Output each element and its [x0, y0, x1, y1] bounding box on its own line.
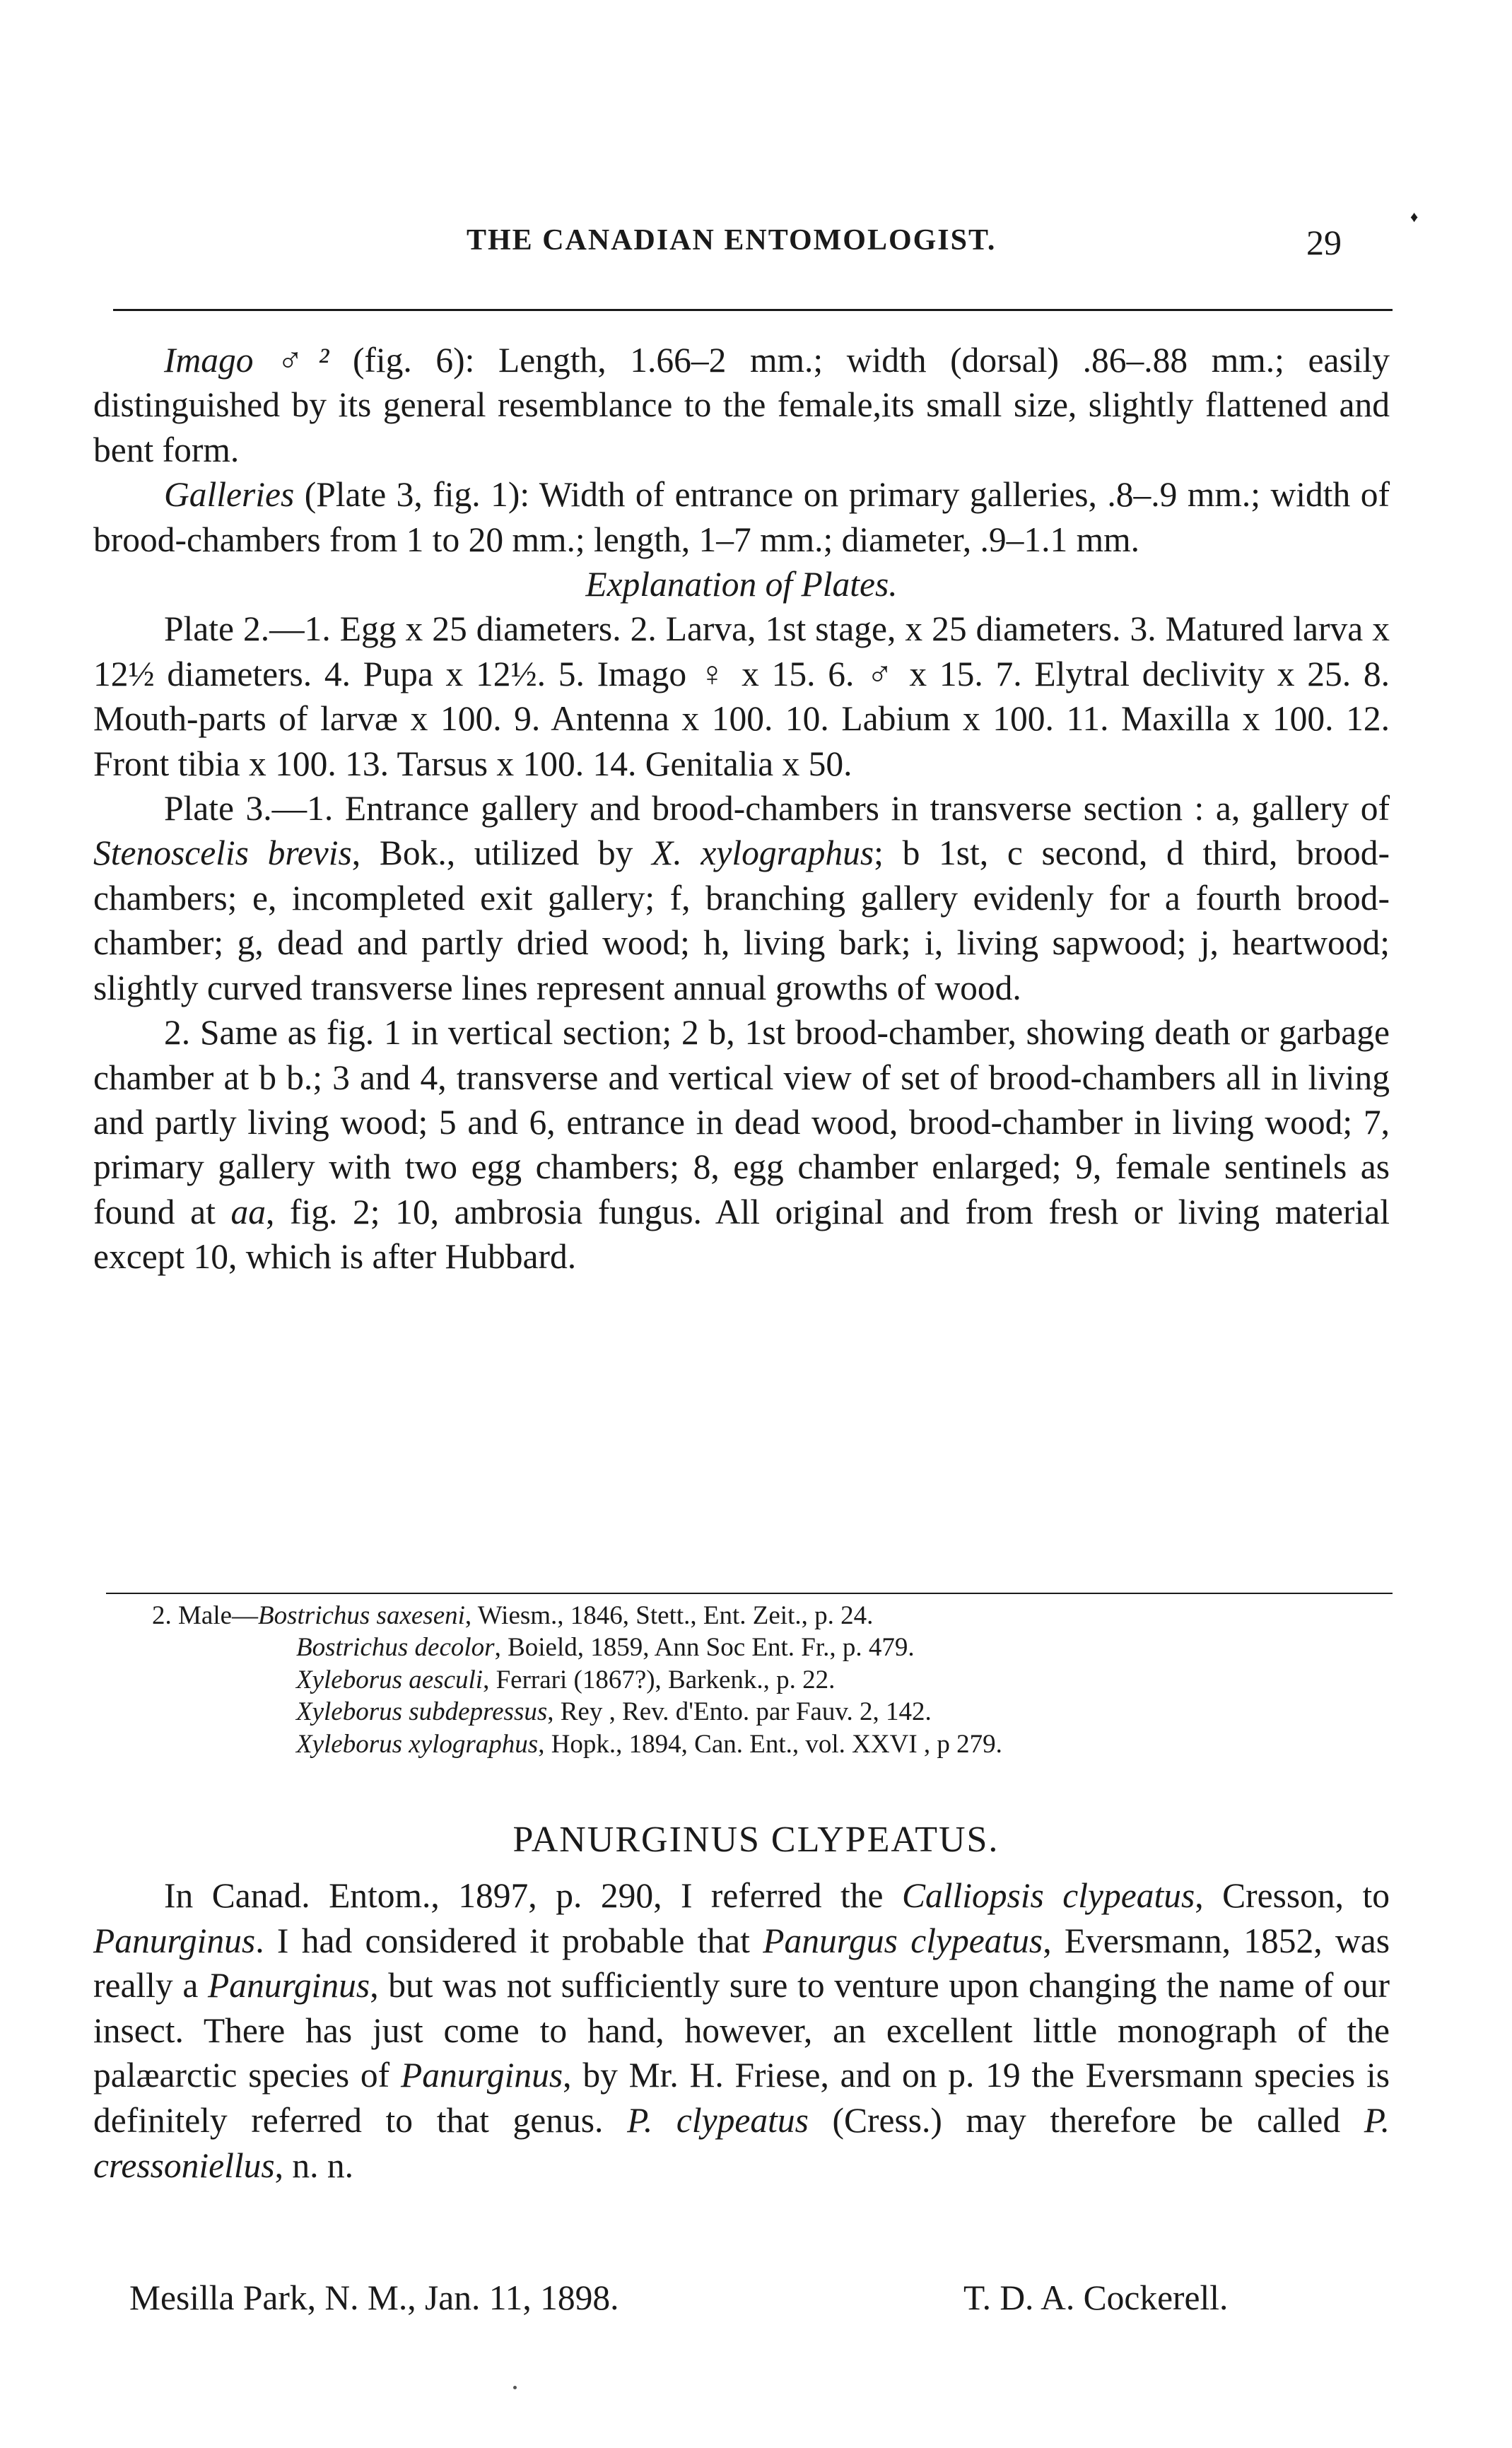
page-mark: ♦ — [1410, 208, 1419, 226]
article-text-8: , n. n. — [274, 2145, 354, 2185]
plate3-text-1: Plate 3.—1. Entrance gallery and brood-chambers in transverse section : a, gallery of — [164, 789, 1390, 828]
footnote-prefix: 2. Male— — [152, 1601, 259, 1630]
plate3-species-1: Stenoscelis brevis — [93, 833, 352, 873]
main-text — [93, 338, 1390, 1279]
imago-paragraph — [93, 338, 1390, 472]
article-text-3: . I had considered it probable that — [255, 1921, 763, 1960]
article-taxon-3: Panurgus clypeatus — [763, 1921, 1043, 1960]
article-taxon-6: P. clypeatus — [627, 2100, 809, 2140]
fig2-text-1: 2. Same as fig. 1 in vertical section; 2 b, 1st brood-chamber, showing death or garbage chamber at b b.; 3 and 4, transverse and vertical view of set of brood-chambers all in living and partly living wood; 5 and 6, entrance in dead wood, brood-chamber in living wood; 7, primary gallery with two egg chambers; 8, egg chamber enlarged; 9, female sentinels as found at — [93, 1013, 1390, 1231]
plate3-species-2: X. xylographus — [652, 833, 874, 873]
plate3-text-3: ; b 1st, c second, d third, brood-chambers; e, incompleted exit gallery; f, branching gallery evidenly for a fourth brood-chamber; g, dead and partly dried wood; h, living bark; i, living sapwood; j, heartwood; slightly curved transverse lines represent annual growths of wood. — [93, 833, 1390, 1007]
article-text-6: , by Mr. H. Friese, and on p. 19 the Eversmann species is definitely referred to that genus. — [93, 2056, 1390, 2140]
article-taxon-5: Panurginus — [400, 2056, 563, 2095]
article-text-2: , Cresson, to — [1195, 1876, 1390, 1915]
footnote-species: Xyleborus subdepressus — [296, 1697, 548, 1727]
footnote-line — [152, 1728, 1396, 1760]
fig2-aa: aa — [230, 1192, 266, 1231]
fig2-text-2: , fig. 2; 10, ambrosia fungus. All original and from fresh or living material except 10, which is after Hubbard. — [93, 1192, 1390, 1277]
footnote — [152, 1600, 1396, 1760]
article-taxon-4: Panurginus — [208, 1966, 370, 2005]
article-text-1: In Canad. Entom., 1897, p. 290, I referred the — [164, 1876, 902, 1915]
article-taxon-1: Calliopsis clypeatus — [902, 1876, 1195, 1915]
section-title: PANURGINUS CLYPEATUS. — [512, 1820, 1000, 1860]
footnote-citation: , Wiesm., 1846, Stett., Ent. Zeit., p. 24. — [464, 1601, 874, 1630]
plates-heading-text: Explanation of Plates. — [585, 565, 898, 604]
footnote-line — [152, 1664, 1396, 1696]
plate3-paragraph — [93, 786, 1390, 1010]
footnote-citation: , Rey , Rev. d'Ento. par Fauv. 2, 142. — [547, 1697, 932, 1727]
print-speck — [513, 2386, 517, 2389]
article-paragraph — [93, 1873, 1390, 2188]
imago-label: Imago ♂² — [164, 341, 329, 380]
header-rule — [113, 309, 1393, 311]
galleries-text: (Plate 3, fig. 1): Width of entrance on primary galleries, .8–.9 mm.; width of brood-chambers from 1 to 20 mm.; length, 1–7 mm.; diameter, .9–1.1 mm. — [93, 475, 1390, 559]
footnote-rule — [106, 1593, 1393, 1594]
fig2-paragraph — [93, 1010, 1390, 1279]
article-text-4: , Eversmann, 1852, was really a — [93, 1921, 1390, 2005]
plate2-paragraph: Plate 2.—1. Egg x 25 diameters. 2. Larva, 1st stage, x 25 diameters. 3. Matured larva x 12½ diameters. 4. Pupa x 12½. 5. Imago ♀ x 15. 6. ♂ x 15. 7. Elytral declivity x 25. 8. Mouth-parts of larvæ x 100. 9. Antenna x 100. 10. Labium x 100. 11. Maxilla x 100. 12. Front tibia x 100. 13. Tarsus x 100. 14. Genitalia x 50. — [93, 609, 1390, 783]
footnote-citation: , Ferrari (1867?), Barkenk., p. 22. — [483, 1665, 836, 1694]
galleries-paragraph — [93, 472, 1390, 562]
author-name: T. D. A. Cockerell. — [963, 2278, 1229, 2317]
footnote-citation: , Hopk., 1894, Can. Ent., vol. XXVI , p 279. — [538, 1729, 1002, 1759]
article-text — [93, 1873, 1390, 2188]
footnote-species: Bostrichus saxeseni — [258, 1601, 465, 1630]
footnote-line — [152, 1600, 1396, 1632]
article-taxon-2: Panurginus — [93, 1921, 256, 1960]
place-date: Mesilla Park, N. M., Jan. 11, 1898. — [129, 2278, 619, 2317]
footnote-citation: , Boield, 1859, Ann Soc Ent. Fr., p. 479. — [494, 1633, 915, 1663]
footnote-species: Bostrichus decolor — [296, 1633, 495, 1663]
plate3-text-2: , Bok., utilized by — [351, 833, 652, 873]
galleries-label: Galleries — [164, 475, 295, 515]
journal-title: THE CANADIAN ENTOMOLOGIST. — [467, 224, 997, 257]
imago-text: (fig. 6): Length, 1.66–2 mm.; width (dorsal) .86–.88 mm.; easily distinguished by its general resemblance to the female,its small size, slightly flattened and bent form. — [93, 341, 1390, 469]
plates-heading — [93, 562, 1390, 607]
footnote-species: Xyleborus aesculi — [296, 1665, 484, 1694]
article-taxon-7: P. cressoniellus — [93, 2100, 1390, 2185]
footnote-species: Xyleborus xylographus — [296, 1729, 539, 1759]
article-text-7: (Cress.) may therefore be called — [808, 2100, 1364, 2140]
footnote-line — [152, 1632, 1396, 1663]
page-number: 29 — [1306, 223, 1342, 262]
article-text-5: , but was not sufficiently sure to venture upon changing the name of our insect. There has just come to hand, however, an excellent little monograph of the palæarctic species of — [93, 1966, 1390, 2095]
running-head — [0, 208, 1512, 269]
footnote-line — [152, 1696, 1396, 1728]
